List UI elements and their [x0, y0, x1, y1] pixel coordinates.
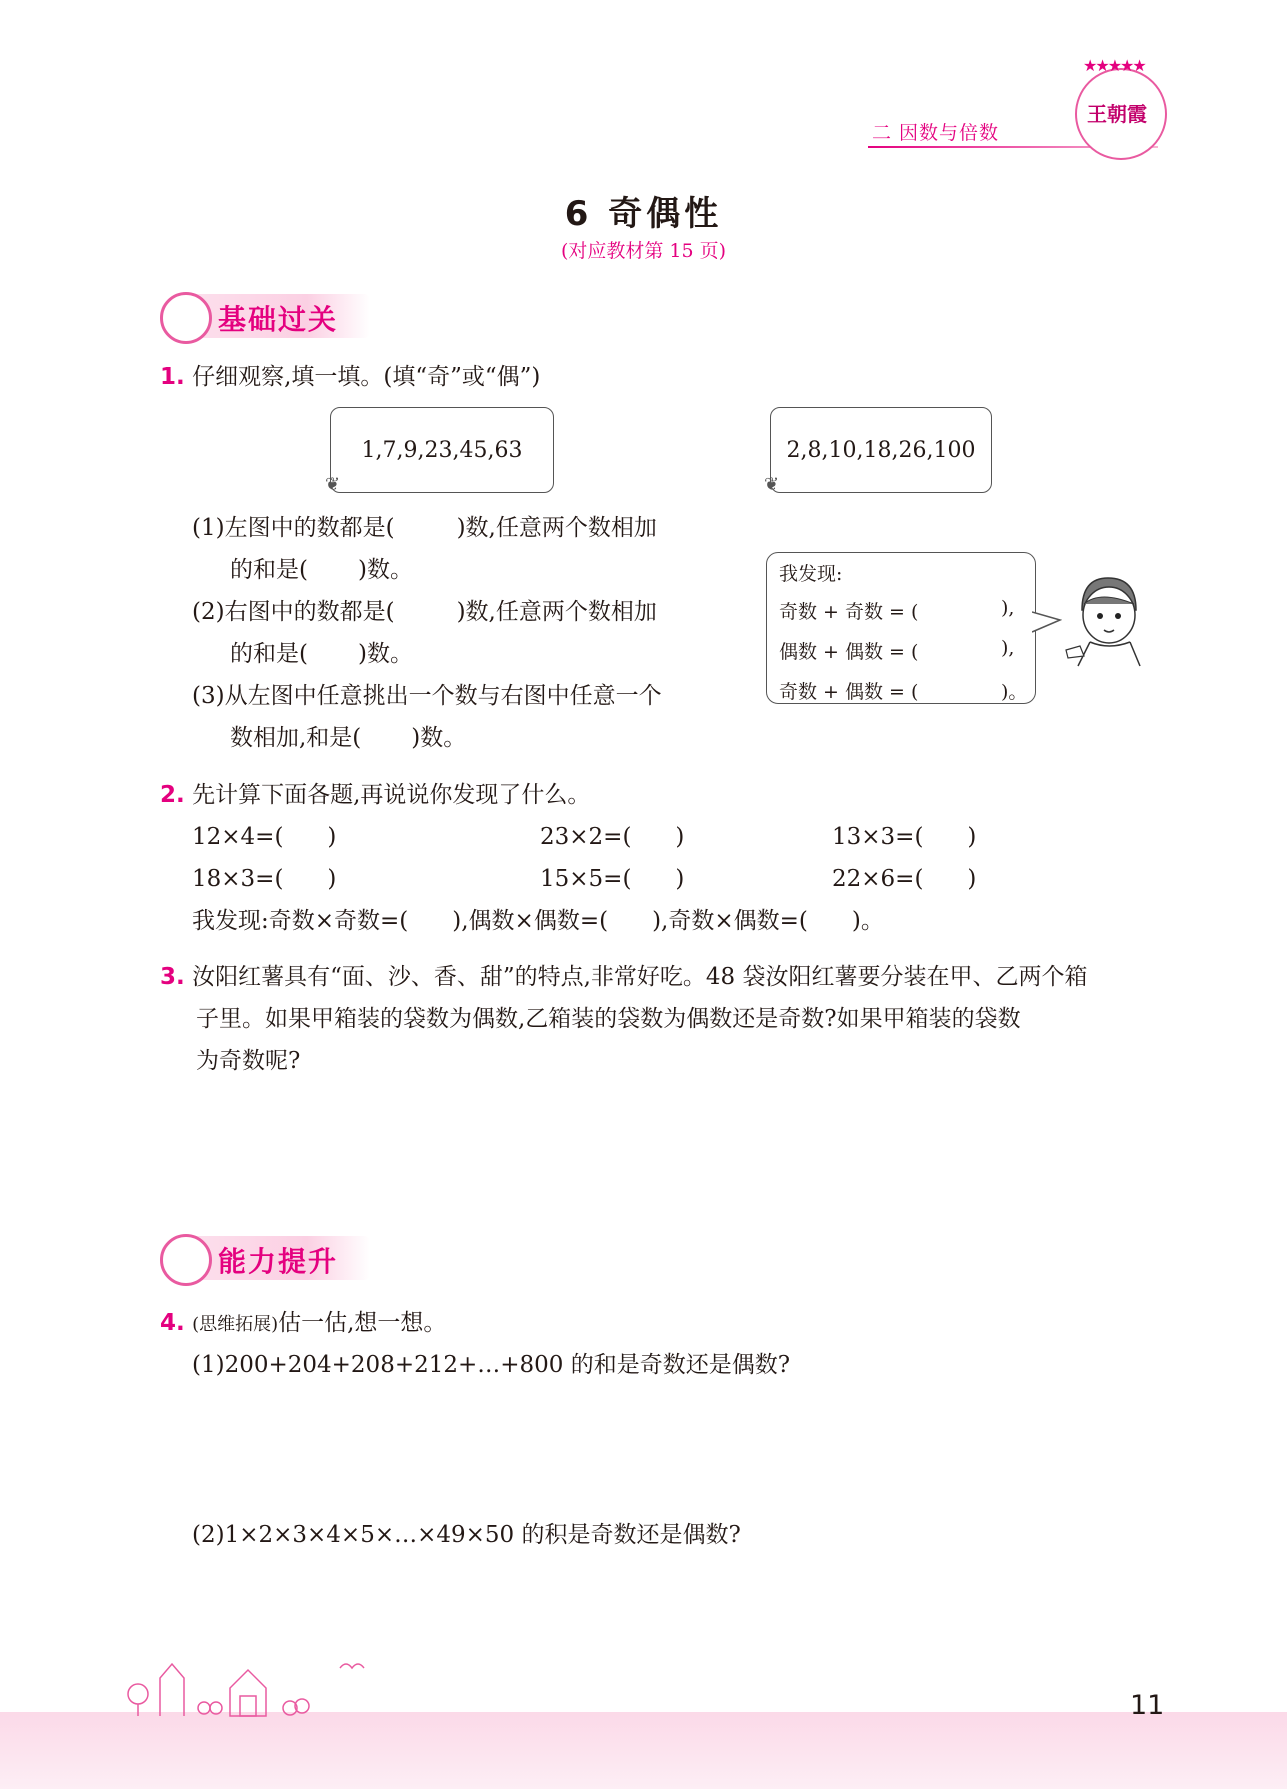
q3-line1: [160, 956, 1087, 998]
q2-item: [540, 816, 684, 858]
bubble-l1a: 奇数 + 奇数 = (: [779, 601, 919, 623]
q1-s2d: )数。: [357, 641, 413, 667]
logo-badge: [1075, 56, 1167, 160]
section-tab-basic: [160, 294, 370, 338]
q1-right-numbers: 2,8,10,18,26,100: [786, 437, 976, 463]
q1-s1a: (1)左图中的数都是(: [192, 515, 395, 541]
page-number: 11: [1130, 1690, 1165, 1721]
q1-s1d: )数。: [357, 557, 413, 583]
q2-item: [192, 858, 336, 900]
q1-s1b: )数,任意两个数相加: [456, 515, 657, 541]
bubble-line1: [779, 597, 1029, 624]
q2-expr: 23×2=(: [540, 824, 632, 850]
globe-icon: [160, 292, 212, 344]
bubble-l1b: ),: [1001, 597, 1015, 619]
q1-sub1-line2: [230, 549, 413, 591]
bubble-title: 我发现:: [779, 563, 843, 585]
q2-expr: 18×3=(: [192, 866, 284, 892]
q1-sub2-line2: [230, 633, 413, 675]
footer-band: [0, 1712, 1287, 1789]
logo-text: 王朝霞: [1087, 102, 1147, 126]
q1-s2b: )数,任意两个数相加: [456, 599, 657, 625]
q2-expr: 12×4=(: [192, 824, 284, 850]
bubble-l2a: 偶数 + 偶数 = (: [779, 641, 919, 663]
q2-number: 2.: [160, 782, 185, 808]
bubble-tail: [1032, 610, 1062, 640]
section-label-basic: 基础过关: [218, 303, 339, 336]
q1-sub3-line1: (3)从左图中任意挑出一个数与右图中任意一个: [192, 683, 662, 709]
butterfly-icon: ❦: [764, 474, 780, 495]
q1-prompt: 仔细观察,填一填。(填“奇”或“偶”): [192, 364, 541, 390]
chapter-header: 二 因数与倍数: [872, 122, 1000, 144]
q1-sub3-line2: [230, 717, 466, 759]
page-title: 6 奇偶性: [564, 194, 723, 234]
q2-header: [160, 774, 590, 816]
q1-s2c: 的和是(: [230, 641, 308, 667]
q2-expr: 22×6=(: [832, 866, 924, 892]
bubble-l3a: 奇数 + 偶数 = (: [779, 681, 919, 703]
q1-sub1-line1: [192, 507, 657, 549]
discovery-bubble: [766, 552, 1036, 704]
bear-icon: [160, 1234, 212, 1286]
bubble-l2b: ),: [1001, 637, 1015, 659]
q1-sub2-line1: [192, 591, 657, 633]
q1-left-box: [330, 407, 554, 493]
q2-close: ): [967, 824, 977, 850]
q1-number: 1.: [160, 364, 185, 390]
q4-tag: (思维拓展): [192, 1314, 279, 1335]
q2-prompt: 先计算下面各题,再说说你发现了什么。: [192, 782, 591, 808]
page-subtitle: (对应教材第 15 页): [560, 240, 727, 262]
q1-s3b: 数相加,和是(: [230, 725, 362, 751]
q2-close: ): [967, 866, 977, 892]
q4-header: [160, 1302, 446, 1346]
q3-line3: 为奇数呢?: [196, 1048, 301, 1074]
q4-number: 4.: [160, 1310, 185, 1336]
q1-header: [160, 356, 540, 398]
boy-illustration: [1060, 570, 1150, 670]
q1-s1c: 的和是(: [230, 557, 308, 583]
q2-item: [832, 816, 976, 858]
q2-item: [540, 858, 684, 900]
section-tab-advanced: [160, 1236, 370, 1280]
q2-item: [192, 816, 336, 858]
q2-findings: [192, 900, 884, 942]
q2-f4: )。: [851, 908, 884, 934]
q2-close: ): [327, 824, 337, 850]
q2-expr: 13×3=(: [832, 824, 924, 850]
q2-f1: 我发现:奇数×奇数=(: [192, 908, 409, 934]
q3-text1: 汝阳红薯具有“面、沙、香、甜”的特点,非常好吃。48 袋汝阳红薯要分装在甲、乙两个箱: [192, 964, 1088, 990]
q4-part2: (2)1×2×3×4×5×…×49×50 的积是奇数还是偶数?: [192, 1522, 741, 1548]
q3-line2: 子里。如果甲箱装的袋数为偶数,乙箱装的袋数为偶数还是奇数?如果甲箱装的袋数: [196, 1006, 1021, 1032]
bubble-l3b: )。: [1001, 681, 1028, 703]
town-illustration: [120, 1648, 380, 1718]
q1-right-box: [770, 407, 992, 493]
section-label-advanced: 能力提升: [218, 1245, 339, 1278]
q1-s2a: (2)右图中的数都是(: [192, 599, 395, 625]
bubble-line2: [779, 637, 1029, 664]
q2-f3: ),奇数×偶数=(: [652, 908, 808, 934]
bubble-line3: [779, 677, 1029, 704]
q4-part1: (1)200+204+208+212+…+800 的和是奇数还是偶数?: [192, 1352, 791, 1378]
q1-left-numbers: 1,7,9,23,45,63: [361, 437, 523, 463]
butterfly-icon: ❦: [325, 474, 341, 495]
q2-close: ): [675, 824, 685, 850]
q2-f2: ),偶数×偶数=(: [452, 908, 609, 934]
q2-item: [832, 858, 976, 900]
q2-close: ): [327, 866, 337, 892]
q4-prompt: 估一估,想一想。: [278, 1310, 447, 1336]
star-row-icon: ★★★★★: [1083, 56, 1145, 75]
q2-expr: 15×5=(: [540, 866, 632, 892]
q1-s3c: )数。: [411, 725, 467, 751]
q2-close: ): [675, 866, 685, 892]
q3-number: 3.: [160, 964, 185, 990]
